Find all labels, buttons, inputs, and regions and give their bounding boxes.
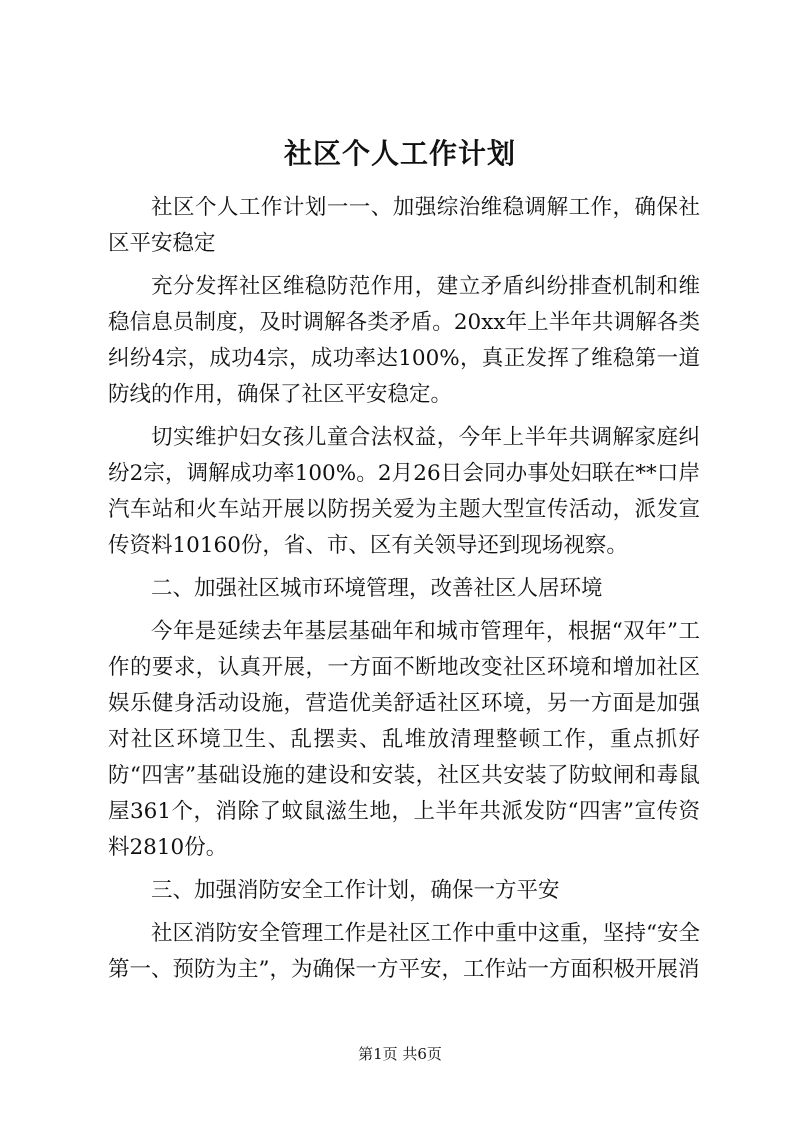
document-title: 社区个人工作计划 (283, 137, 516, 170)
section-heading-fire-safety: 三、加强消防安全工作计划，确保一方平安 (151, 878, 560, 903)
page-number-footer: 第1页 共6页 (358, 1045, 442, 1063)
section-heading-environment: 二、加强社区城市环境管理，改善社区人居环境 (151, 576, 603, 601)
document-body (108, 190, 700, 995)
paragraph-intro-heading: 社区个人工作计划一一、加强综治维稳调解工作，确保社区平安稳定 (108, 195, 700, 256)
paragraph-environment: 今年是延续去年基层基础年和城市管理年，根据“双年”工作的要求，认真开展，一方面不断地改变社区环境和增加社区娱乐健身活动设施，营造优美舒适社区环境，另一方面是加强对社区环境卫生、乱摆卖、乱堆放清理整顿工作，重点抓好防“四害”基础设施的建设和安装，社区共安装了防蚊闸和毒鼠屋361个，消除了蚊鼠滋生地，上半年共派发防“四害”宣传资料2810份。 (108, 619, 700, 860)
paragraph-fire-safety: 社区消防安全管理工作是社区工作中重中这重，坚持“安全第一、预防为主”，为确保一方平安，工作站一方面积极开展消 (108, 921, 700, 982)
paragraph-women-children: 切实维护妇女孩儿童合法权益，今年上半年共调解家庭纠纷2宗，调解成功率100%。2月26日会同办事处妇联在**口岸汽车站和火车站开展以防拐关爱为主题大型宣传活动，派发宣传资料10160份，省、市、区有关领导还到现场视察。 (108, 425, 700, 558)
paragraph-mediation: 充分发挥社区维稳防范作用，建立矛盾纠纷排查机制和维稳信息员制度，及时调解各类矛盾。20xx年上半年共调解各类纠纷4宗，成功4宗，成功率达100%，真正发挥了维稳第一道防线的作用，确保了社区平安稳定。 (108, 274, 700, 407)
